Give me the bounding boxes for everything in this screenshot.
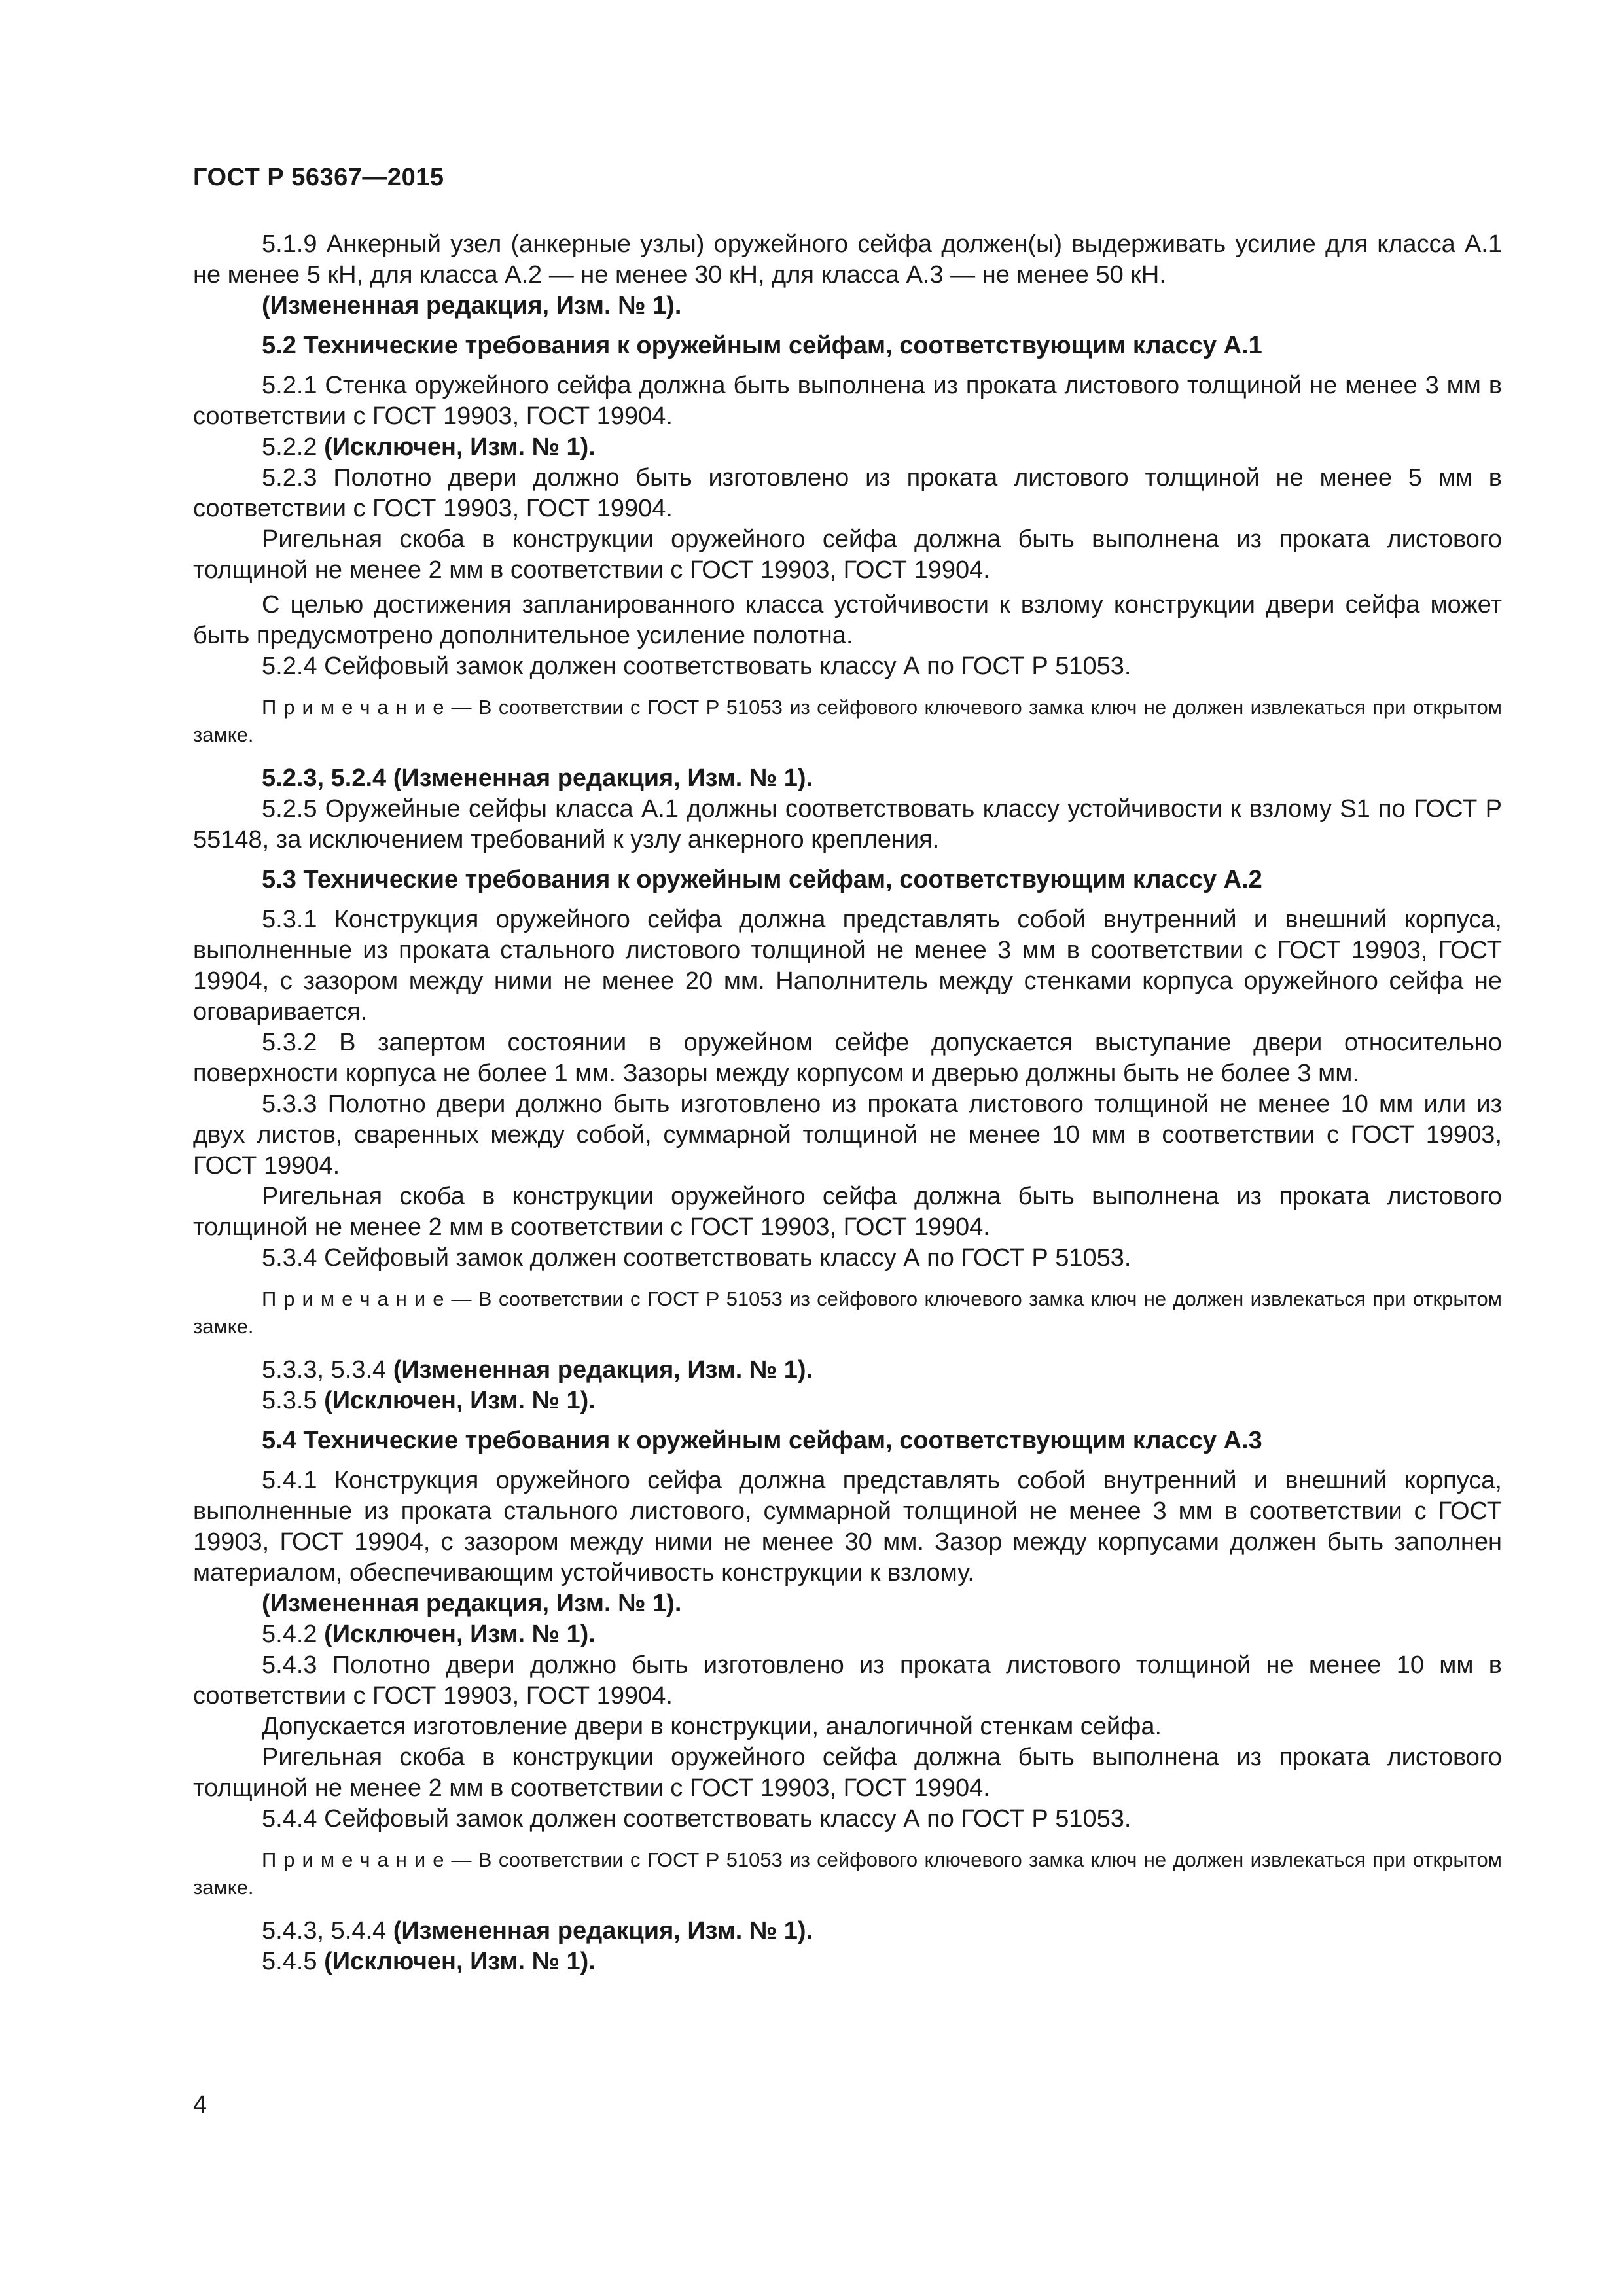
note-1 — [193, 694, 1502, 749]
amendment-note: (Измененная редакция, Изм. № 1). — [262, 292, 682, 319]
clause-5-2-5: 5.2.5 Оружейные сейфы класса А.1 должны соответствовать классу устойчивости к взлому S1 по ГОСТ Р 55148, за исключением требований к узлу анкерного крепления. — [193, 795, 1502, 853]
clause-number: 5.3.5 — [262, 1387, 317, 1414]
amendment-5-3-3-5-3-4 — [193, 1355, 1502, 1386]
document-body — [193, 229, 1502, 1977]
note-text: — В соответствии с ГОСТ Р 51053 из сейфового ключевого замка ключ не должен извлекаться при открытом замке. — [193, 696, 1502, 746]
section-heading-5-2: 5.2 Технические требования к оружейным сейфам, соответствующим классу А.1 — [262, 332, 1262, 359]
clause-5-2-4: 5.2.4 Сейфовый замок должен соответствовать классу А по ГОСТ Р 51053. — [262, 653, 1132, 680]
document-header: ГОСТ Р 56367—2015 — [193, 164, 444, 191]
clause-5-4-4: 5.4.4 Сейфовый замок должен соответствовать классу А по ГОСТ Р 51053. — [262, 1805, 1132, 1833]
excluded-note: (Исключен, Изм. № 1). — [324, 1948, 596, 1975]
amendment-5-4-3-5-4-4 — [193, 1916, 1502, 1946]
clause-number: 5.4.5 — [262, 1948, 317, 1975]
note-2 — [193, 1285, 1502, 1340]
clause-5-4-1: 5.4.1 Конструкция оружейного сейфа должна представлять собой внутренний и внешний корпуса, выполненные из проката стального листового, суммарной толщиной не менее 3 мм в соответствии с ГОСТ 19903, ГОСТ 19904, с зазором между ними не менее 30 мм. Зазор между корпусами должен быть заполнен материалом, обеспечивающим устойчивость конструкции к взлому. — [193, 1467, 1502, 1587]
clause-5-2-1: 5.2.1 Стенка оружейного сейфа должна быть выполнена из проката листового толщиной не менее 3 мм в соответствии с ГОСТ 19903, ГОСТ 19904. — [193, 372, 1502, 430]
clause-5-3-3-bolt-bracket: Ригельная скоба в конструкции оружейного сейфа должна быть выполнена из проката листового толщиной не менее 2 мм в соответствии с ГОСТ 19903, ГОСТ 19904. — [193, 1183, 1502, 1241]
note-3 — [193, 1846, 1502, 1901]
clause-5-3-3: 5.3.3 Полотно двери должно быть изготовлено из проката листового толщиной не менее 10 мм или из двух листов, сваренных между собой, суммарной толщиной не менее 10 мм в соответствии с ГОСТ 19903, ГОСТ 19904. — [193, 1090, 1502, 1179]
note-text: — В соответствии с ГОСТ Р 51053 из сейфового ключевого замка ключ не должен извлекаться при открытом замке. — [193, 1287, 1502, 1338]
clause-5-4-5 — [193, 1946, 1502, 1977]
clause-number: 5.4.3, 5.4.4 — [262, 1917, 387, 1945]
section-heading-5-3: 5.3 Технические требования к оружейным сейфам, соответствующим классу А.2 — [262, 866, 1262, 893]
clause-5-3-1: 5.3.1 Конструкция оружейного сейфа должна представлять собой внутренний и внешний корпуса, выполненные из проката стального листового толщиной не менее 3 мм в соответствии с ГОСТ 19903, ГОСТ 19904, с зазором между ними не менее 20 мм. Наполнитель между стенками корпуса оружейного сейфа не оговаривается. — [193, 906, 1502, 1026]
note-text: — В соответствии с ГОСТ Р 51053 из сейфового ключевого замка ключ не должен извлекаться при открытом замке. — [193, 1848, 1502, 1899]
clause-5-3-2: 5.3.2 В запертом состоянии в оружейном сейфе допускается выступание двери относительно поверхности корпуса не более 1 мм. Зазоры между корпусом и дверью должны быть не более 3 мм. — [193, 1029, 1502, 1087]
clause-number: 5.3.3, 5.3.4 — [262, 1356, 387, 1384]
clause-number: 5.4.2 — [262, 1621, 317, 1648]
section-heading-5-4: 5.4 Технические требования к оружейным сейфам, соответствующим классу А.3 — [262, 1427, 1262, 1454]
clause-5-4-3: 5.4.3 Полотно двери должно быть изготовлено из проката листового толщиной не менее 10 мм в соответствии с ГОСТ 19903, ГОСТ 19904. — [193, 1651, 1502, 1710]
note-label: Примечание — [262, 1287, 452, 1310]
clause-5-3-4: 5.3.4 Сейфовый замок должен соответствовать классу А по ГОСТ Р 51053. — [262, 1244, 1132, 1272]
clause-5-4-2 — [193, 1619, 1502, 1650]
clause-5-3-5 — [193, 1386, 1502, 1416]
clause-5-4-3-door-construction: Допускается изготовление двери в конструкции, аналогичной стенкам сейфа. — [262, 1713, 1162, 1740]
amendment-5-2-3-5-2-4: 5.2.3, 5.2.4 (Измененная редакция, Изм. № 1). — [262, 764, 813, 792]
clause-5-2-2 — [193, 432, 1502, 463]
page-number: 4 — [193, 2091, 207, 2119]
excluded-note: (Исключен, Изм. № 1). — [324, 1387, 596, 1414]
amendment-note: (Измененная редакция, Изм. № 1). — [393, 1356, 813, 1384]
excluded-note: (Исключен, Изм. № 1). — [324, 1621, 596, 1648]
clause-5-1-9: 5.1.9 Анкерный узел (анкерные узлы) оружейного сейфа должен(ы) выдерживать усилие для класса А.1 не менее 5 кН, для класса А.2 — не менее 30 кН, для класса А.3 — не менее 50 кН. — [193, 230, 1502, 289]
clause-5-2-3-reinforcement: С целью достижения запланированного класса устойчивости к взлому конструкции двери сейфа может быть предусмотрено дополнительное усиление полотна. — [193, 591, 1502, 649]
amendment-note: (Измененная редакция, Изм. № 1). — [393, 1917, 813, 1945]
note-label: Примечание — [262, 696, 452, 719]
amendment-note: (Измененная редакция, Изм. № 1). — [262, 1590, 682, 1617]
clause-5-2-3-bolt-bracket: Ригельная скоба в конструкции оружейного сейфа должна быть выполнена из проката листового толщиной не менее 2 мм в соответствии с ГОСТ 19903, ГОСТ 19904. — [193, 526, 1502, 584]
clause-number: 5.2.2 — [262, 433, 317, 461]
note-label: Примечание — [262, 1848, 452, 1871]
clause-5-2-3: 5.2.3 Полотно двери должно быть изготовлено из проката листового толщиной не менее 5 мм в соответствии с ГОСТ 19903, ГОСТ 19904. — [193, 464, 1502, 522]
clause-5-4-3-bolt-bracket: Ригельная скоба в конструкции оружейного сейфа должна быть выполнена из проката листового толщиной не менее 2 мм в соответствии с ГОСТ 19903, ГОСТ 19904. — [193, 1744, 1502, 1802]
excluded-note: (Исключен, Изм. № 1). — [324, 433, 596, 461]
